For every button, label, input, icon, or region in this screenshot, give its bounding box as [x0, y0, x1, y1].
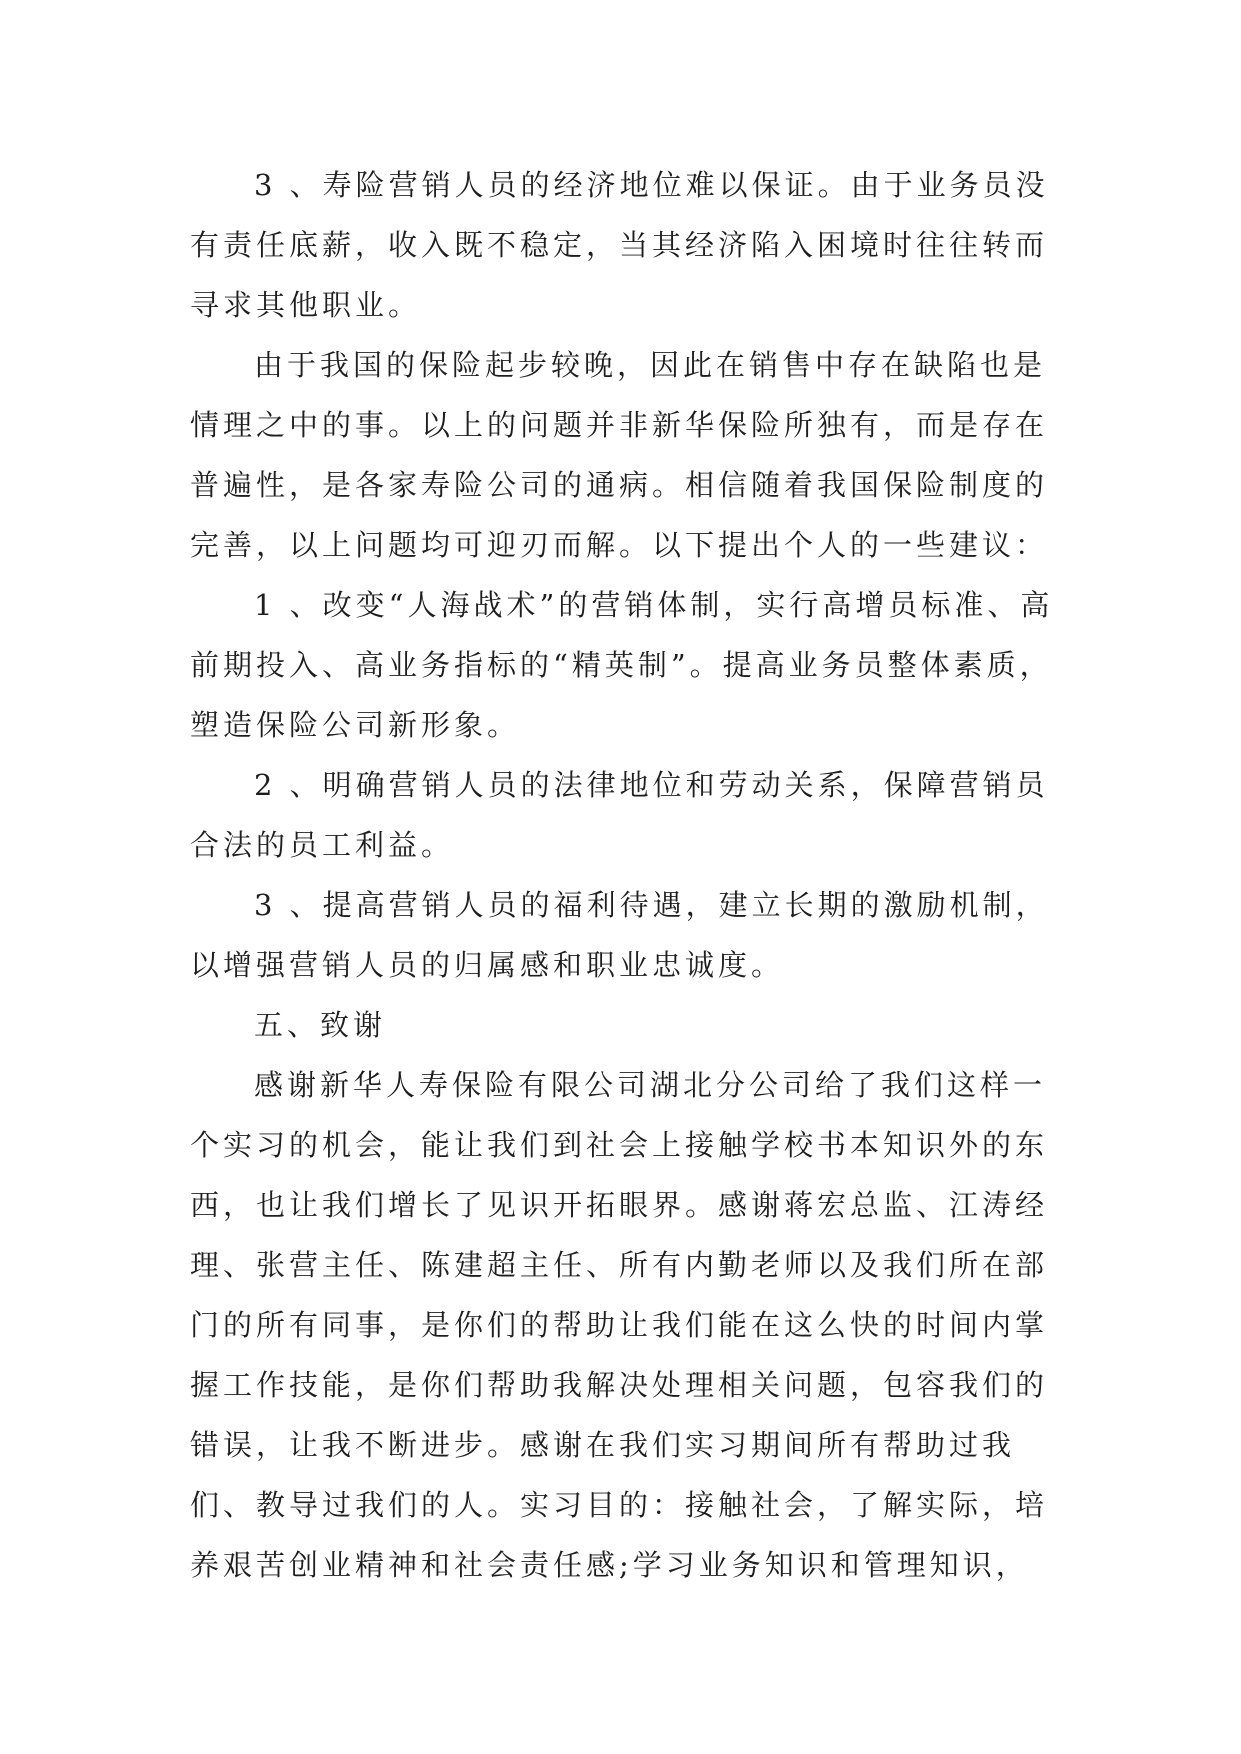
paragraph-suggestion-3: 3 、提高营销人员的福利待遇，建立长期的激励机制，以增强营销人员的归属感和职业忠诚度。 — [190, 888, 1049, 982]
paragraph-suggestion-1: 1 、改变“人海战术”的营销体制，实行高增员标准、高前期投入、高业务指标的“精英制”。提高业务员整体素质，塑造保险公司新形象。 — [190, 588, 1054, 742]
section-heading-acknowledgement: 五、致谢 — [254, 1008, 387, 1042]
paragraph-summary: 由于我国的保险起步较晚，因此在销售中存在缺陷也是情理之中的事。以上的问题并非新华保险所独有，而是存在普遍性，是各家寿险公司的通病。相信随着我国保险制度的完善，以上问题均可迎刃而解。以下提出个人的一些建议： — [190, 348, 1049, 562]
paragraph-suggestion-2: 2 、明确营销人员的法律地位和劳动关系，保障营销员合法的员工利益。 — [190, 768, 1049, 862]
paragraph-acknowledgement: 感谢新华人寿保险有限公司湖北分公司给了我们这样一个实习的机会，能让我们到社会上接触学校书本知识外的东西，也让我们增长了见识开拓眼界。感谢蒋宏总监、江涛经理、张营主任、陈建超主任、所有内勤老师以及我们所在部门的所有同事，是你们的帮助让我们能在这么快的时间内掌握工作技能，是你们帮助我解决处理相关问题，包容我们的错误，让我不断进步。感谢在我们实习期间所有帮助过我们、教导过我们的人。实习目的：接触社会，了解实际，培养艰苦创业精神和社会责任感;学习业务知识和管理知识， — [190, 1068, 1049, 1582]
document-body — [190, 155, 1070, 1595]
paragraph-point-3-economic-status: 3 、寿险营销人员的经济地位难以保证。由于业务员没有责任底薪，收入既不稳定，当其经济陷入困境时往往转而寻求其他职业。 — [190, 168, 1049, 322]
